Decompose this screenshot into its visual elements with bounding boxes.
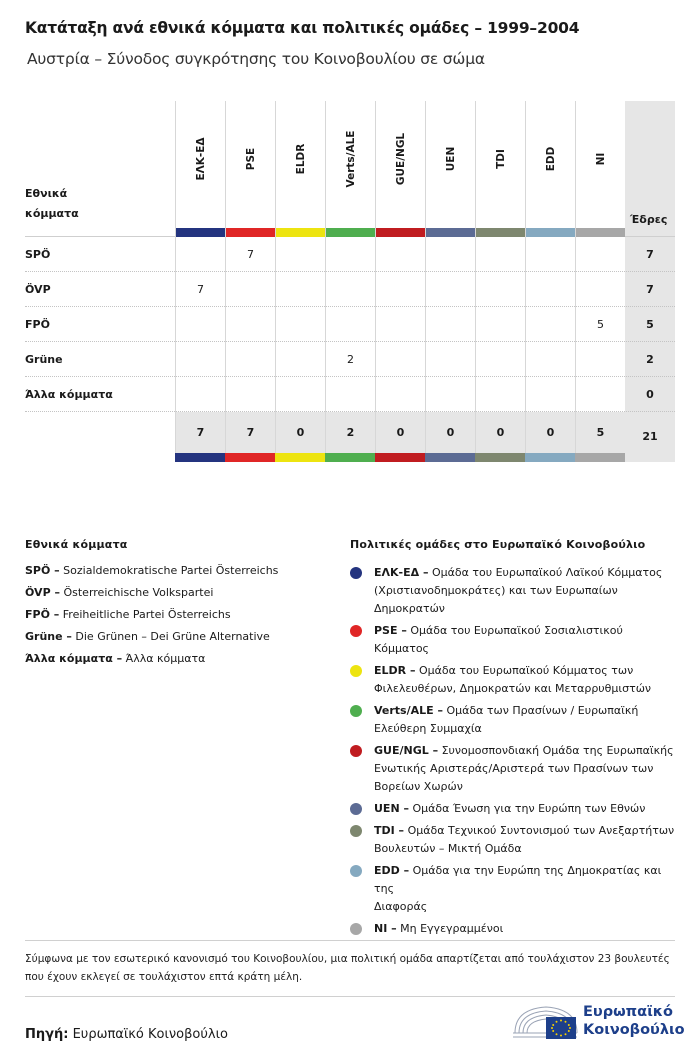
- seat-cell: [275, 272, 325, 307]
- legend-party-item: [25, 604, 325, 626]
- seat-cell: [575, 272, 625, 307]
- legend-group-line: [374, 742, 680, 760]
- legend-group-line: [374, 582, 680, 600]
- group-column-header: [575, 101, 625, 237]
- legend-group-abbr: UEN –: [374, 802, 409, 815]
- legend-party-abbr: Grüne –: [25, 630, 72, 643]
- group-color-bar: [576, 228, 625, 237]
- group-color-dot-icon: [350, 923, 362, 935]
- legend-group-text: Ομάδα του Ευρωπαϊκού Λαϊκού Κόμματος: [431, 566, 663, 579]
- seat-cell: [175, 342, 225, 377]
- legend-group-line: [374, 898, 680, 916]
- legend-group-text: Μη Εγγεγραμμένοι: [400, 922, 504, 935]
- totals-row: [25, 412, 675, 462]
- legend-party-abbr: FPÖ –: [25, 608, 60, 621]
- seat-cell: [425, 272, 475, 307]
- table-row: [25, 272, 675, 307]
- seat-cell: [325, 272, 375, 307]
- party-name: SPÖ: [25, 248, 51, 261]
- seat-cell: [375, 342, 425, 377]
- seat-cell: [275, 237, 325, 272]
- legend-national-parties: [25, 538, 325, 670]
- party-seat-total: 7: [646, 283, 654, 296]
- table-row: [25, 377, 675, 412]
- legend-group-line: [374, 822, 680, 840]
- seat-cell: [475, 342, 525, 377]
- group-code-label: EDD: [544, 146, 557, 172]
- seat-cell: [275, 307, 325, 342]
- legend-group-item: [350, 662, 680, 698]
- group-column-header: [475, 101, 525, 237]
- seat-cell: [175, 237, 225, 272]
- legend-party-item: [25, 582, 325, 604]
- seat-cell: [525, 342, 575, 377]
- seat-cell: [175, 307, 225, 342]
- party-name: FPÖ: [25, 318, 50, 331]
- group-color-bar: [476, 228, 525, 237]
- legend-group-abbr: EDD –: [374, 864, 410, 877]
- legend-group-text: (Χριστιανοδημοκράτες) και των Ευρωπαίων: [374, 584, 618, 597]
- group-color-bar: [175, 453, 225, 462]
- group-color-dot-icon: [350, 665, 362, 677]
- group-code-label: ELDR: [294, 143, 307, 175]
- seat-distribution-table: [25, 101, 675, 462]
- seat-cell: [275, 342, 325, 377]
- seat-cell: [475, 307, 525, 342]
- group-color-dot-icon: [350, 745, 362, 757]
- legend-party-abbr: ÖVP –: [25, 586, 60, 599]
- group-code-label: PSE: [244, 147, 257, 171]
- group-total-cell: 7: [175, 412, 225, 453]
- seat-cell: [525, 377, 575, 412]
- group-total-cell: 7: [225, 412, 275, 453]
- group-total-cell: 0: [425, 412, 475, 453]
- group-code-label: NI: [594, 152, 607, 166]
- group-color-dot-icon: [350, 625, 362, 637]
- legend-group-text: Ομάδα του Ευρωπαϊκού Κόμματος των: [418, 664, 634, 677]
- legend-party-abbr: SPÖ –: [25, 564, 60, 577]
- party-name: Grüne: [25, 353, 63, 366]
- party-seat-total: 5: [646, 318, 654, 331]
- legend-group-line: [374, 680, 680, 698]
- seat-cell: 7: [175, 272, 225, 307]
- group-total-cell: 0: [525, 412, 575, 453]
- legend-group-text: Ομάδα του Ευρωπαϊκού Σοσιαλιστικού Κόμματος: [374, 624, 623, 655]
- legend-group-item: [350, 742, 680, 796]
- legend-party-name: Freiheitliche Partei Österreichs: [62, 608, 231, 621]
- legend-group-text: Βορείων Χωρών: [374, 780, 463, 793]
- group-color-bar: [475, 453, 525, 462]
- group-column-header: [375, 101, 425, 237]
- legend-parties-title: Εθνικά κόμματα: [25, 538, 128, 551]
- seat-cell: [575, 377, 625, 412]
- legend-group-text: Ομάδα Ένωση για την Ευρώπη των Εθνών: [412, 802, 646, 815]
- group-column-header: [325, 101, 375, 237]
- legend-party-item: [25, 648, 325, 670]
- group-code-label: GUE/NGL: [394, 132, 407, 186]
- legend-group-line: [374, 800, 680, 818]
- group-color-dot-icon: [350, 705, 362, 717]
- seat-cell: [175, 377, 225, 412]
- legend-party-name: Österreichische Volkspartei: [63, 586, 214, 599]
- seat-cell: [425, 377, 475, 412]
- group-color-bar: [425, 453, 475, 462]
- legend-group-line: [374, 622, 680, 658]
- page-subtitle: Αυστρία – Σύνοδος συγκρότησης του Κοινοβουλίου σε σώμα: [27, 50, 485, 68]
- legend-group-abbr: GUE/NGL –: [374, 744, 439, 757]
- seat-cell: 5: [575, 307, 625, 342]
- legend-group-line: [374, 862, 680, 898]
- legend-party-item: [25, 626, 325, 648]
- seat-cell: [575, 342, 625, 377]
- group-total-cell: 5: [575, 412, 625, 453]
- group-color-bar: [326, 228, 375, 237]
- group-color-dot-icon: [350, 825, 362, 837]
- legend-group-text: Διαφοράς: [374, 900, 428, 913]
- legend-party-name: Sozialdemokratische Partei Österreichs: [63, 564, 279, 577]
- group-total-cell: 0: [275, 412, 325, 453]
- legend-group-item: [350, 622, 680, 658]
- party-seat-total: 0: [646, 388, 654, 401]
- legend-group-line: [374, 702, 680, 720]
- legend-group-text: Δημοκρατών: [374, 602, 445, 615]
- legend-group-text: Ελεύθερη Συμμαχία: [374, 722, 482, 735]
- legend-groups-title: Πολιτικές ομάδες στο Ευρωπαϊκό Κοινοβούλιο: [350, 538, 646, 551]
- group-code-label: Verts/ALE: [344, 130, 357, 188]
- parliament-emblem-icon: [513, 1003, 579, 1043]
- group-color-bar: [325, 453, 375, 462]
- seat-cell: [225, 342, 275, 377]
- legend-group-item: [350, 862, 680, 916]
- table-row: [25, 237, 675, 272]
- seat-cell: [375, 237, 425, 272]
- legend-group-line: [374, 564, 680, 582]
- legend-group-item: [350, 800, 680, 818]
- group-color-dot-icon: [350, 865, 362, 877]
- seats-header: Έδρες: [630, 213, 668, 226]
- source-line: [25, 1027, 228, 1042]
- legend-group-text: Ενωτικής Αριστεράς/Αριστερά των Πρασίνων των: [374, 762, 654, 775]
- legend-group-line: [374, 920, 680, 938]
- group-column-header: [275, 101, 325, 237]
- seat-cell: [375, 272, 425, 307]
- logo-text: Ευρωπαϊκό Κοινοβούλιο: [583, 1004, 685, 1038]
- seat-cell: [325, 307, 375, 342]
- legend-group-item: [350, 822, 680, 858]
- party-name: ÖVP: [25, 283, 51, 296]
- legend-group-text: Ομάδα για την Ευρώπη της Δημοκρατίας και της: [374, 864, 662, 895]
- seat-cell: [475, 237, 525, 272]
- seat-cell: 7: [225, 237, 275, 272]
- legend-group-abbr: PSE –: [374, 624, 407, 637]
- seat-cell: [525, 237, 575, 272]
- legend-group-abbr: ELDR –: [374, 664, 416, 677]
- group-total-cell: 0: [375, 412, 425, 453]
- source-label: Πηγή:: [25, 1027, 69, 1042]
- group-color-bar: [426, 228, 475, 237]
- legend-group-text: Συνομοσπονδιακή Ομάδα της Ευρωπαϊκής: [441, 744, 674, 757]
- seat-cell: [375, 307, 425, 342]
- group-color-bar: [225, 453, 275, 462]
- legend-group-item: [350, 564, 680, 618]
- seat-cell: [225, 307, 275, 342]
- party-name: Άλλα κόμματα: [25, 388, 113, 401]
- legend-group-line: [374, 760, 680, 778]
- legend-group-line: [374, 840, 680, 858]
- legend-party-name: Άλλα κόμματα: [125, 652, 206, 665]
- legend-political-groups: [350, 538, 680, 942]
- legend-group-item: [350, 920, 680, 938]
- group-color-bar: [525, 453, 575, 462]
- legend-group-abbr: NI –: [374, 922, 397, 935]
- row-header-label: Εθνικά κόμματα: [25, 187, 79, 220]
- party-seat-total: 7: [646, 248, 654, 261]
- seat-cell: [275, 377, 325, 412]
- seat-cell: 2: [325, 342, 375, 377]
- grand-total: 21: [642, 430, 658, 443]
- legend-party-item: [25, 560, 325, 582]
- seat-cell: [375, 377, 425, 412]
- group-color-bar: [526, 228, 575, 237]
- seat-cell: [325, 377, 375, 412]
- group-color-bar: [575, 453, 625, 462]
- page-title: Κατάταξη ανά εθνικά κόμματα και πολιτικές ομάδες – 1999–2004: [25, 19, 580, 37]
- legend-group-abbr: ΕΛΚ-ΕΔ –: [374, 566, 429, 579]
- group-column-header: [175, 101, 225, 237]
- legend-group-line: [374, 662, 680, 680]
- seat-cell: [525, 307, 575, 342]
- group-color-bar: [275, 453, 325, 462]
- seat-cell: [525, 272, 575, 307]
- group-code-label: TDI: [494, 149, 507, 169]
- group-column-header: [225, 101, 275, 237]
- group-color-bar: [376, 228, 425, 237]
- table-row: [25, 342, 675, 377]
- table-body: [25, 237, 675, 412]
- legend-group-abbr: TDI –: [374, 824, 405, 837]
- legend-group-line: [374, 720, 680, 738]
- seat-cell: [325, 237, 375, 272]
- group-column-header: [425, 101, 475, 237]
- group-color-bar: [226, 228, 275, 237]
- legend-group-text: Ομάδα των Πρασίνων / Ευρωπαϊκή: [446, 704, 639, 717]
- group-total-cell: 2: [325, 412, 375, 453]
- seat-cell: [225, 272, 275, 307]
- group-total-cell: 0: [475, 412, 525, 453]
- group-color-bar: [375, 453, 425, 462]
- group-column-header: [525, 101, 575, 237]
- legend-party-abbr: Άλλα κόμματα –: [25, 652, 123, 665]
- legend-group-abbr: Verts/ALE –: [374, 704, 443, 717]
- group-color-bar: [276, 228, 325, 237]
- legend-group-text: Βουλευτών – Μικτή Ομάδα: [374, 842, 522, 855]
- seat-cell: [425, 237, 475, 272]
- seat-cell: [225, 377, 275, 412]
- table-header: [25, 101, 675, 237]
- source-value: Ευρωπαϊκό Κοινοβούλιο: [72, 1027, 228, 1042]
- seat-cell: [425, 342, 475, 377]
- seat-cell: [575, 237, 625, 272]
- group-code-label: UEN: [444, 146, 457, 172]
- legend-party-name: Die Grünen – Dei Grüne Alternative: [75, 630, 270, 643]
- group-color-dot-icon: [350, 567, 362, 579]
- legend-group-line: [374, 778, 680, 796]
- seat-cell: [425, 307, 475, 342]
- legend-group-text: Ομάδα Τεχνικού Συντονισμού των Ανεξαρτήτων: [407, 824, 675, 837]
- group-color-bar: [176, 228, 225, 237]
- table-row: [25, 307, 675, 342]
- group-code-label: ΕΛΚ-ΕΔ: [194, 137, 207, 181]
- legend-group-line: [374, 600, 680, 618]
- group-color-dot-icon: [350, 803, 362, 815]
- legend-group-item: [350, 702, 680, 738]
- seat-cell: [475, 272, 525, 307]
- legend-group-text: Φιλελευθέρων, Δημοκρατών και Μεταρρυθμιστών: [374, 682, 652, 695]
- party-seat-total: 2: [646, 353, 654, 366]
- seat-cell: [475, 377, 525, 412]
- european-parliament-logo: [513, 1003, 685, 1043]
- rules-note: Σύμφωνα με τον εσωτερικό κανονισμό του Κοινοβουλίου, μια πολιτική ομάδα απαρτίζεται από τουλάχιστον 23 βουλευτές που έχουν εκλεγεί σε τουλάχιστον επτά κράτη μέλη.: [25, 940, 675, 997]
